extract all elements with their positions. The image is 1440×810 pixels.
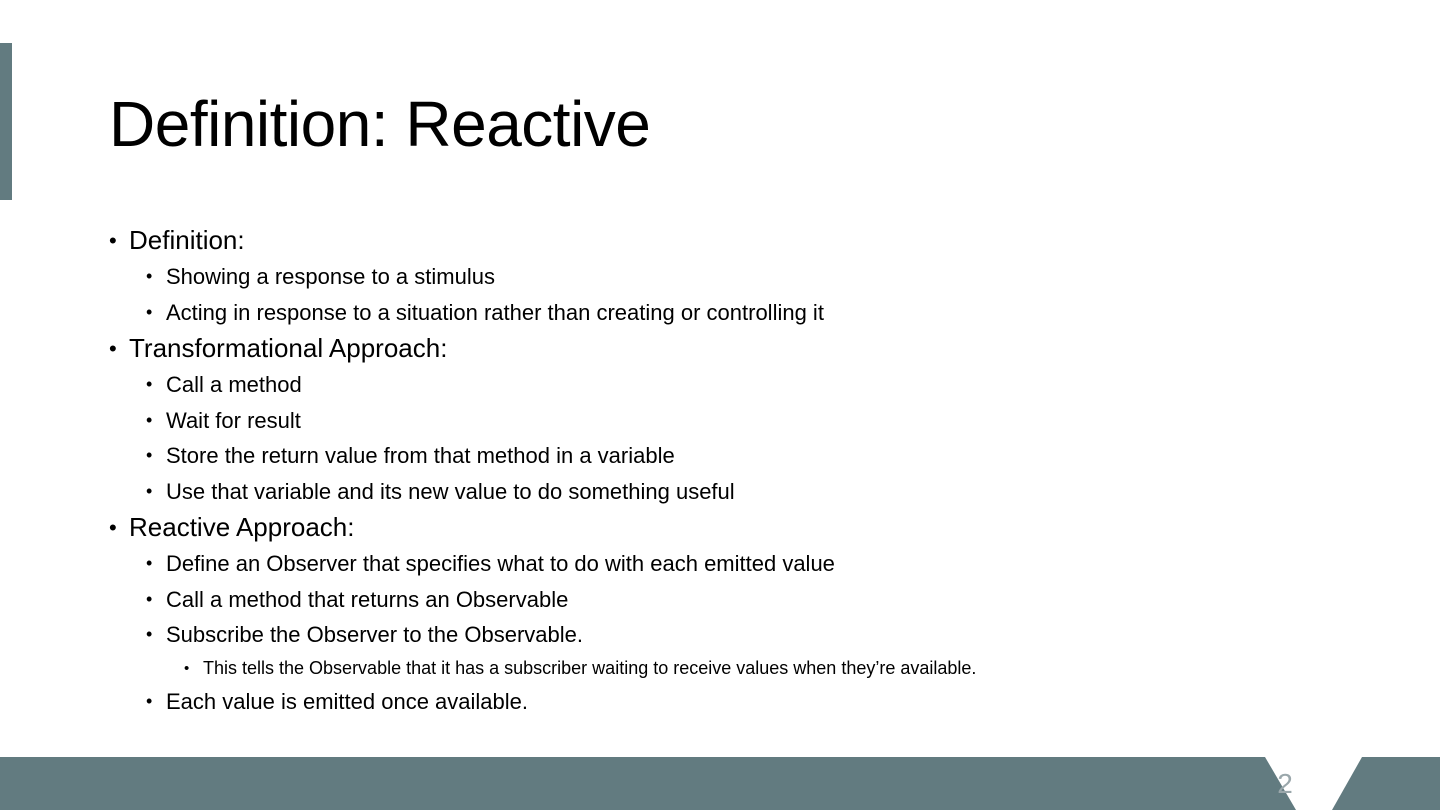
bullet-item-text: Use that variable and its new value to do something useful	[166, 478, 735, 504]
bullet-list	[109, 222, 1309, 719]
bullet-item-text: Define an Observer that specifies what to do with each emitted value	[166, 551, 835, 576]
bullet-item-text: Store the return value from that method in a variable	[166, 443, 675, 468]
bullet-icon: •	[146, 374, 153, 394]
bullet-item-text: Acting in response to a situation rather than creating or controlling it	[166, 299, 824, 325]
bullet-icon: •	[109, 336, 117, 361]
bullet-item	[109, 367, 1309, 403]
bullet-item	[109, 617, 1309, 653]
bullet-heading-transformational	[109, 330, 1309, 367]
bullet-subitem-text: This tells the Observable that it has a subscriber waiting to receive values when they’re available.	[203, 657, 977, 678]
bullet-item-text: Call a method	[166, 372, 302, 397]
bullet-icon: •	[146, 301, 153, 322]
bullet-subitem	[109, 653, 1309, 684]
bullet-item-text: Wait for result	[166, 407, 301, 433]
bullet-heading-reactive	[109, 509, 1309, 546]
bullet-icon: •	[146, 553, 153, 573]
bullet-item-text: Subscribe the Observer to the Observable.	[166, 622, 583, 647]
bullet-item	[109, 295, 1309, 331]
bullet-item-text: Each value is emitted once available.	[166, 688, 528, 714]
bullet-item-text: Showing a response to a stimulus	[166, 264, 495, 289]
bullet-heading-text: Definition:	[129, 225, 245, 255]
bullet-item	[109, 474, 1309, 510]
page-number: 2	[1277, 768, 1293, 799]
bullet-icon: •	[146, 624, 153, 644]
title-accent-bar	[0, 43, 12, 200]
bullet-item	[109, 684, 1309, 720]
bullet-icon: •	[184, 659, 190, 677]
bullet-item	[109, 438, 1309, 474]
bullet-item-text: Call a method that returns an Observable	[166, 586, 569, 612]
bullet-item	[109, 546, 1309, 582]
bullet-icon: •	[109, 228, 117, 253]
bullet-item	[109, 403, 1309, 439]
bullet-heading-text: Transformational Approach:	[129, 333, 448, 363]
bullet-icon: •	[146, 690, 153, 711]
bullet-icon: •	[146, 409, 153, 430]
footer-band	[0, 757, 1440, 810]
bullet-heading-definition	[109, 222, 1309, 259]
bullet-item	[109, 259, 1309, 295]
bullet-icon: •	[146, 480, 153, 501]
footer-band-shape	[0, 757, 1440, 810]
bullet-icon: •	[109, 515, 117, 540]
slide-title: Definition: Reactive	[109, 88, 651, 160]
bullet-icon: •	[146, 445, 153, 465]
bullet-icon: •	[146, 588, 153, 609]
bullet-icon: •	[146, 266, 153, 286]
bullet-heading-text: Reactive Approach:	[129, 512, 355, 542]
bullet-item	[109, 582, 1309, 618]
